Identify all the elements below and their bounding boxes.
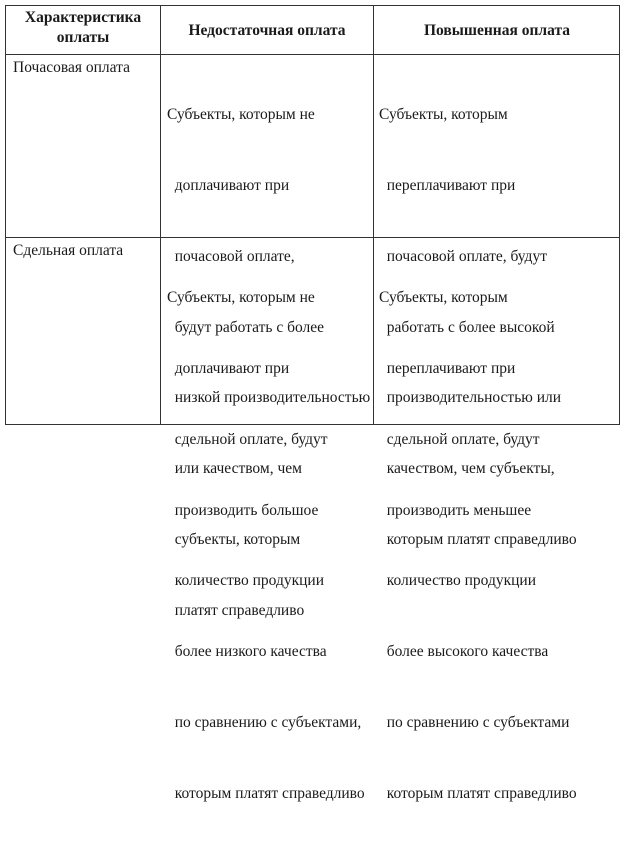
column-divider-2 xyxy=(373,6,374,424)
header-characteristic xyxy=(6,8,160,54)
header-characteristic-line-2: оплаты xyxy=(56,29,110,46)
text-line: сдельной оплате, будут xyxy=(167,430,328,448)
text-line: качеством, чем субъекты, xyxy=(379,460,555,478)
text-line: производительностью или xyxy=(379,389,562,407)
text-line: которым платят справедливо xyxy=(379,784,577,802)
text-line: или качеством, чем xyxy=(167,460,302,478)
text-line: количество продукции xyxy=(379,572,537,590)
text-line: по сравнению с субъектами, xyxy=(167,713,362,731)
text-line: которым платят справедливо xyxy=(379,530,577,548)
text-line: доплачивают при xyxy=(167,359,290,377)
text-line: платят справедливо xyxy=(167,601,305,619)
header-overpayment-text: Повышенная оплата xyxy=(423,22,570,39)
comparison-table xyxy=(5,5,620,802)
text-line: более низкого качества xyxy=(167,643,327,661)
text-line: низкой производительностью xyxy=(167,389,371,407)
text-line: переплачивают при xyxy=(379,176,516,194)
header-overpayment xyxy=(374,21,620,51)
header-underpayment-text: Недостаточная оплата xyxy=(188,22,346,39)
text-line: сдельной оплате, будут xyxy=(379,430,540,448)
text-line: переплачивают при xyxy=(379,359,516,377)
header-divider xyxy=(6,54,619,55)
row-label-hourly: Почасовая оплата xyxy=(13,59,130,76)
cell-piecework-under xyxy=(167,239,365,852)
text-line: Субъекты, которым не xyxy=(167,289,315,307)
text-line: доплачивают при xyxy=(167,176,290,194)
text-line: более высокого качества xyxy=(379,643,549,661)
text-line: почасовой оплате, xyxy=(167,247,295,265)
cell-piecework-over xyxy=(379,239,577,852)
text-line: будут работать с более xyxy=(167,318,325,336)
text-line: субъекты, которым xyxy=(167,530,301,548)
text-line: которым платят справедливо xyxy=(167,784,365,802)
column-divider-1 xyxy=(160,6,161,424)
text-line: работать с более высокой xyxy=(379,318,555,336)
text-line: производить меньшее xyxy=(379,501,532,519)
header-characteristic-line-1: Характеристика xyxy=(24,9,142,26)
text-line: количество продукции xyxy=(167,572,325,590)
text-line: по сравнению с субъектами xyxy=(379,713,570,731)
text-line: Субъекты, которым не xyxy=(167,106,315,124)
row-label-piecework: Сдельная оплата xyxy=(13,242,124,259)
header-underpayment xyxy=(161,21,373,51)
text-line: почасовой оплате, будут xyxy=(379,247,547,265)
text-line: Субъекты, которым xyxy=(379,289,508,307)
text-line: производить большое xyxy=(167,501,319,519)
text-line: Субъекты, которым xyxy=(379,106,508,124)
